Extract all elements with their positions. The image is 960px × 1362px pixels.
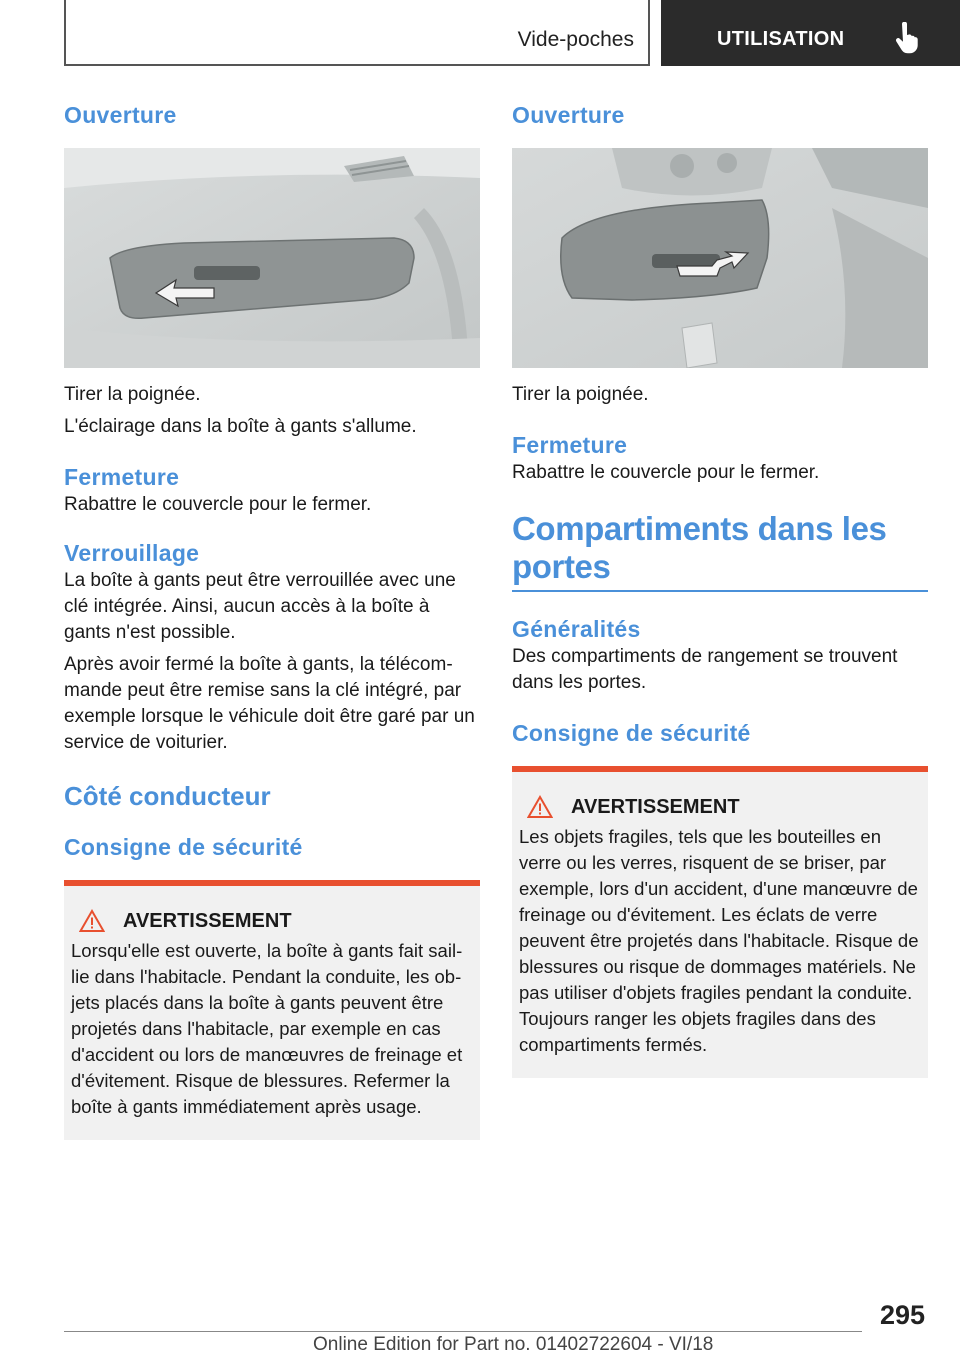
glovebox-image-passenger (64, 148, 480, 368)
header-section-tab (64, 0, 650, 66)
para-tirer: Tirer la poignée. (64, 384, 201, 405)
para-tirer: Tirer la poignée. (512, 384, 649, 405)
warning-title: AVERTISSEMENT (571, 796, 740, 818)
heading-ouverture: Ouverture (64, 102, 177, 128)
heading-ouverture: Ouverture (512, 102, 625, 128)
heading-verrouillage: Verrouillage (64, 540, 200, 566)
warning-triangle-icon (527, 795, 553, 819)
para-telecommande: Après avoir fermé la boîte à gants, la télécommande peut être remise sans la clé intégré, par exemple lorsque le véhicule doit être garé par un service de voiturier. (64, 654, 475, 753)
right-column (512, 100, 928, 1078)
heading-consigne-securite: Consigne de sécurité (512, 720, 751, 746)
header-chapter-tab (661, 0, 960, 66)
warning-triangle-icon (79, 909, 105, 933)
left-column (64, 100, 480, 1140)
para-rabattre: Rabattre le couvercle pour le fermer. (512, 462, 820, 483)
warning-box (64, 880, 480, 1140)
para-rabattre: Rabattre le couvercle pour le fermer. (64, 494, 372, 515)
page-number: 295 (880, 1300, 926, 1330)
glovebox-image-driver (512, 148, 928, 368)
heading-consigne-securite: Consigne de sécurité (64, 834, 303, 860)
para-generalites: Des compartiments de rangement se trouvent dans les portes. (512, 646, 898, 693)
heading-fermeture: Fermeture (512, 432, 628, 458)
hand-pointer-icon (893, 22, 919, 54)
warning-text: Les objets fragiles, tels que les bouteilles en verre ou les verres, risquent de se briser, par exemple, lors d'un accident, d'une manœuvre de freinage ou d'évitement. Les éclats de verre peuvent être projetés dans l'habitacle. Risque de blessures ou risque de dommages matériels. Ne pas utiliser d'objets fragiles pendant la conduite. Toujours ranger les objets fragiles dans des compartiments fermés. (519, 826, 919, 1055)
header-chapter-title: UTILISATION (717, 28, 845, 50)
heading-fermeture: Fermeture (64, 464, 180, 490)
para-verrouillage: La boîte à gants peut être verrouillée avec une clé intégrée. Ainsi, aucun accès à la boîte à gants n'est possible. (64, 570, 456, 643)
warning-text: Lorsqu'elle est ouverte, la boîte à gants fait saillie dans l'habitacle. Pendant la conduite, les objets placés dans la boîte à gants peuvent être projetés dans l'habitacle, par exemple en cas d'accident ou lors de manœuvres de freinage et d'évitement. Risque de blessures. Refermer la boîte à gants immédiatement après usage. (71, 940, 463, 1117)
footer-rule (64, 1331, 862, 1332)
heading-cote-conducteur: Côté conducteur (64, 781, 271, 811)
heading-compartiments-portes: Compartiments dans les portes (512, 510, 887, 585)
warning-title: AVERTISSEMENT (123, 910, 292, 932)
warning-box (512, 766, 928, 1078)
heading-generalites: Généralités (512, 616, 641, 642)
footer-edition: Online Edition for Part no. 01402722604 - VI/18 (313, 1334, 714, 1355)
header-section-title: Vide-poches (517, 28, 634, 51)
para-eclairage: L'éclairage dans la boîte à gants s'allume. (64, 416, 417, 437)
